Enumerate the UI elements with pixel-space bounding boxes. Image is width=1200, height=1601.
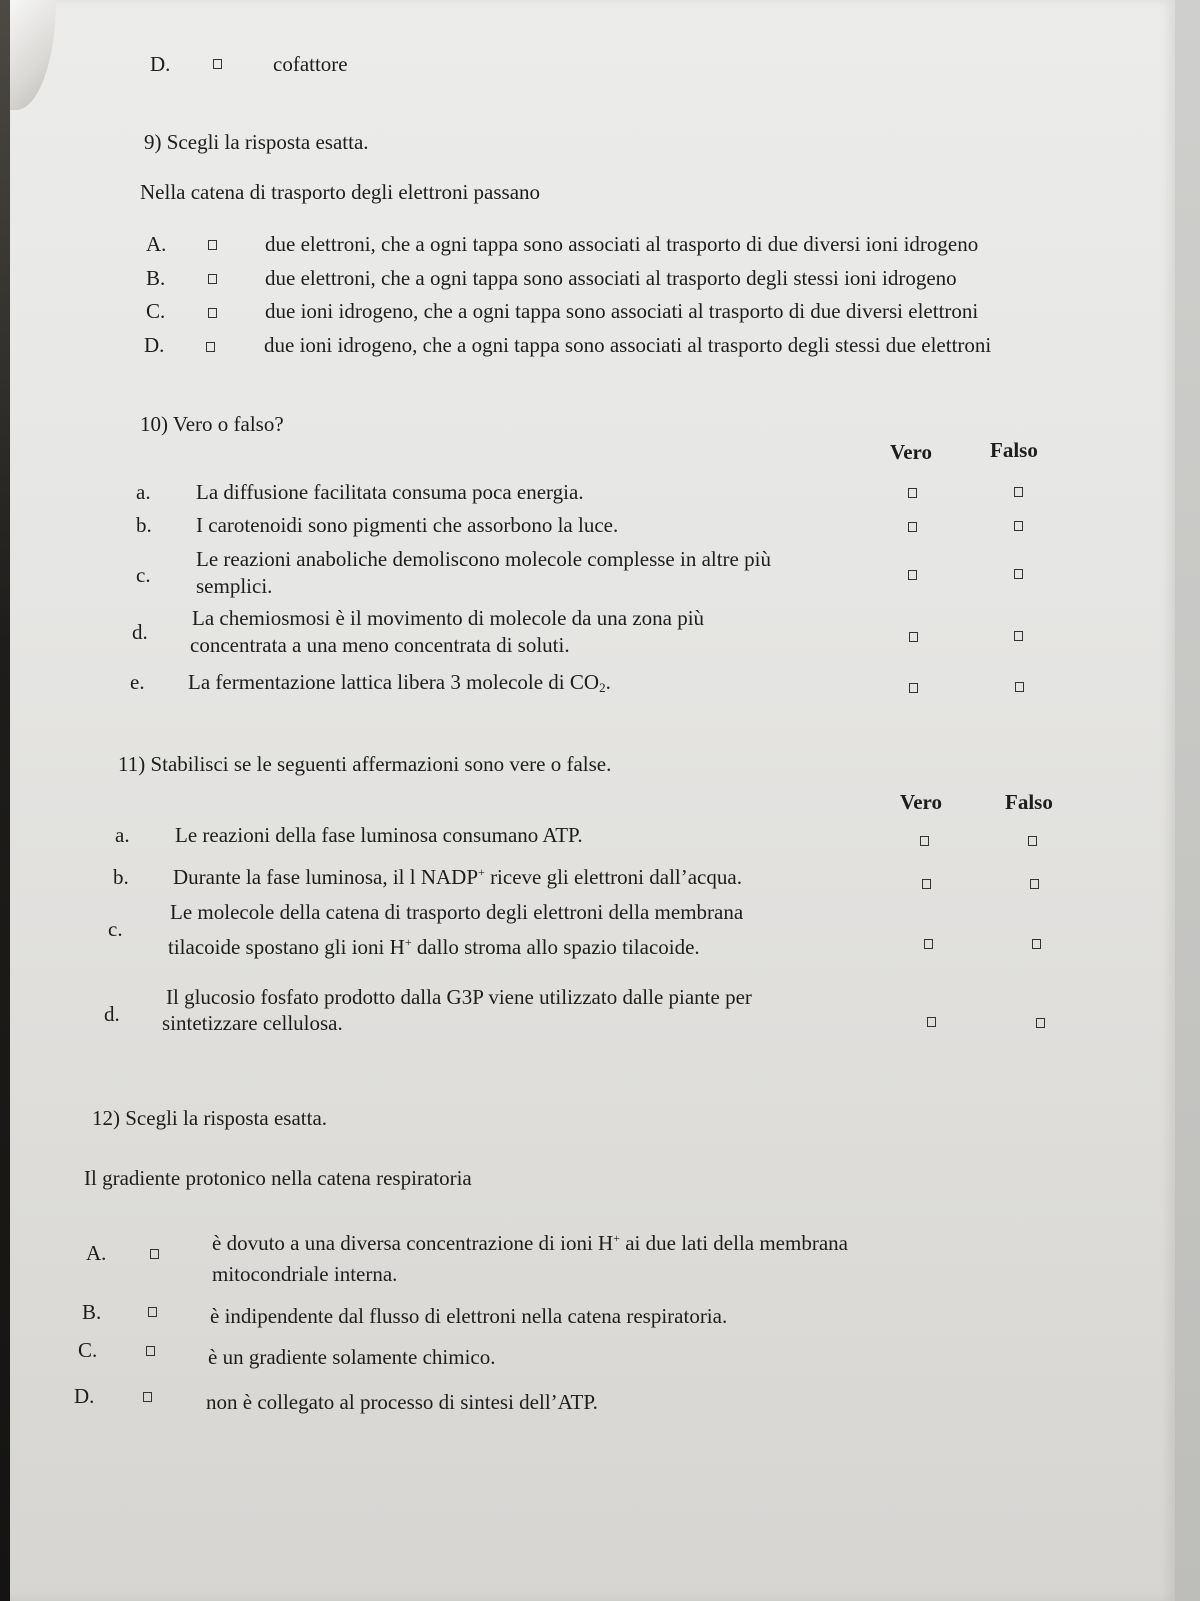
q9-option-a-text: due elettroni, che a ogni tappa sono associati al trasporto di due diversi ioni idrogeno [265,232,979,256]
q11-item-b-vero-checkbox[interactable] [922,879,931,889]
q9-title: 9) Scegli la risposta esatta. [144,130,369,154]
q10-column-vero: Vero [890,440,932,464]
q10-item-a-letter: a. [136,480,151,504]
q10-item-c-vero-checkbox[interactable] [908,570,917,580]
q9-option-b-checkbox[interactable] [208,274,217,284]
q12-option-b-letter: B. [82,1300,102,1324]
q12-option-b-text: è indipendente dal flusso di elettroni nella catena respiratoria. [210,1304,728,1328]
q9-option-b-letter: B. [146,266,166,290]
q10-item-e-letter: e. [130,670,145,694]
q9-option-c-text: due ioni idrogeno, che a ogni tappa sono associati al trasporto di due diversi elettroni [265,299,979,323]
q11-item-d-vero-checkbox[interactable] [927,1017,936,1027]
q10-item-c-letter: c. [136,563,151,587]
q11-item-a-letter: a. [115,823,130,847]
q10-item-b-falso-checkbox[interactable] [1014,521,1023,531]
q10-item-b-text: I carotenoidi sono pigmenti che assorbono la luce. [196,513,619,537]
q10-title: 10) Vero o falso? [140,412,284,436]
q10-item-c-text-line2: semplici. [196,574,273,598]
q12-option-d-letter: D. [74,1384,95,1408]
q12-option-c-letter: C. [78,1338,98,1362]
q10-item-d-text-line1: La chemiosmosi è il movimento di molecole da una zona più [192,606,705,630]
q11-item-a-vero-checkbox[interactable] [920,836,929,846]
q11-item-d-letter: d. [104,1002,120,1026]
q12-option-a-text-line1: è dovuto a una diversa concentrazione di ioni H+ ai due lati della membrana [212,1231,848,1255]
q9-option-d-text: due ioni idrogeno, che a ogni tappa sono associati al trasporto degli stessi due elettroni [264,333,992,357]
q11-title: 11) Stabilisci se le seguenti affermazioni sono vere o false. [118,752,612,776]
q9-option-d-checkbox[interactable] [206,342,215,352]
q10-item-d-falso-checkbox[interactable] [1014,631,1023,641]
q10-item-d-letter: d. [132,620,148,644]
q12-option-d-text: non è collegato al processo di sintesi dell’ATP. [206,1390,598,1414]
q10-item-c-text-line1: Le reazioni anaboliche demoliscono molecole complesse in altre più [196,547,771,571]
q10-item-c-falso-checkbox[interactable] [1014,569,1023,579]
q10-item-b-vero-checkbox[interactable] [908,522,917,532]
q10-item-b-letter: b. [136,513,152,537]
q11-column-falso: Falso [1005,790,1053,814]
q12-option-c-checkbox[interactable] [146,1346,155,1356]
q11-item-a-falso-checkbox[interactable] [1028,836,1037,846]
q10-column-falso: Falso [990,438,1038,462]
q9-option-c-checkbox[interactable] [208,308,217,318]
q9-option-a-checkbox[interactable] [208,240,217,250]
q9-option-b-text: due elettroni, che a ogni tappa sono associati al trasporto degli stessi ioni idrogeno [265,266,957,290]
q10-item-a-text: La diffusione facilitata consuma poca energia. [196,480,584,504]
q11-item-b-text: Durante la fase luminosa, il l NADP+ riceve gli elettroni dall’acqua. [173,865,742,889]
q11-item-c-vero-checkbox[interactable] [924,939,933,949]
q10-item-e-text: La fermentazione lattica libera 3 molecole di $CO_2$. [188,670,611,695]
q9-option-c-letter: C. [146,299,166,323]
q12-option-b-checkbox[interactable] [148,1307,157,1317]
q8-option-d-text: cofattore [273,52,348,76]
q12-option-a-text-line2: mitocondriale interna. [212,1262,398,1286]
q10-item-a-vero-checkbox[interactable] [908,488,917,498]
q11-item-d-text-line2: sintetizzare cellulosa. [162,1011,343,1035]
q11-item-b-letter: b. [113,865,129,889]
q12-option-a-checkbox[interactable] [150,1249,159,1259]
q8-option-d-checkbox[interactable] [213,59,222,69]
q10-item-e-falso-checkbox[interactable] [1015,682,1024,692]
q11-item-c-letter: c. [108,917,123,941]
q11-item-c-text-line1: Le molecole della catena di trasporto degli elettroni della membrana [170,900,744,924]
q11-item-c-text-line2: tilacoide spostano gli ioni H+ dallo stroma allo spazio tilacoide. [168,935,700,959]
q11-item-d-text-line1: Il glucosio fosfato prodotto dalla G3P viene utilizzato dalle piante per [166,985,752,1009]
q9-stem: Nella catena di trasporto degli elettroni passano [140,180,541,204]
q10-item-d-text-line2: concentrata a una meno concentrata di soluti. [190,633,570,657]
q11-item-c-falso-checkbox[interactable] [1032,939,1041,949]
q12-stem: Il gradiente protonico nella catena respiratoria [84,1166,472,1190]
q12-option-c-text: è un gradiente solamente chimico. [208,1345,496,1369]
q11-column-vero: Vero [900,790,942,814]
q11-item-b-falso-checkbox[interactable] [1030,879,1039,889]
q9-option-a-letter: A. [146,232,167,256]
worksheet-page [10,0,1175,1601]
q10-item-e-vero-checkbox[interactable] [909,683,918,693]
q8-option-d-letter: D. [150,52,171,76]
q9-option-d-letter: D. [144,333,165,357]
q10-item-a-falso-checkbox[interactable] [1014,487,1023,497]
page-curl [10,0,56,110]
q12-title: 12) Scegli la risposta esatta. [92,1106,328,1130]
q10-item-d-vero-checkbox[interactable] [909,632,918,642]
q12-option-d-checkbox[interactable] [143,1392,152,1402]
q11-item-d-falso-checkbox[interactable] [1036,1018,1045,1028]
q11-item-a-text: Le reazioni della fase luminosa consumano ATP. [175,823,583,847]
q12-option-a-letter: A. [86,1241,107,1265]
